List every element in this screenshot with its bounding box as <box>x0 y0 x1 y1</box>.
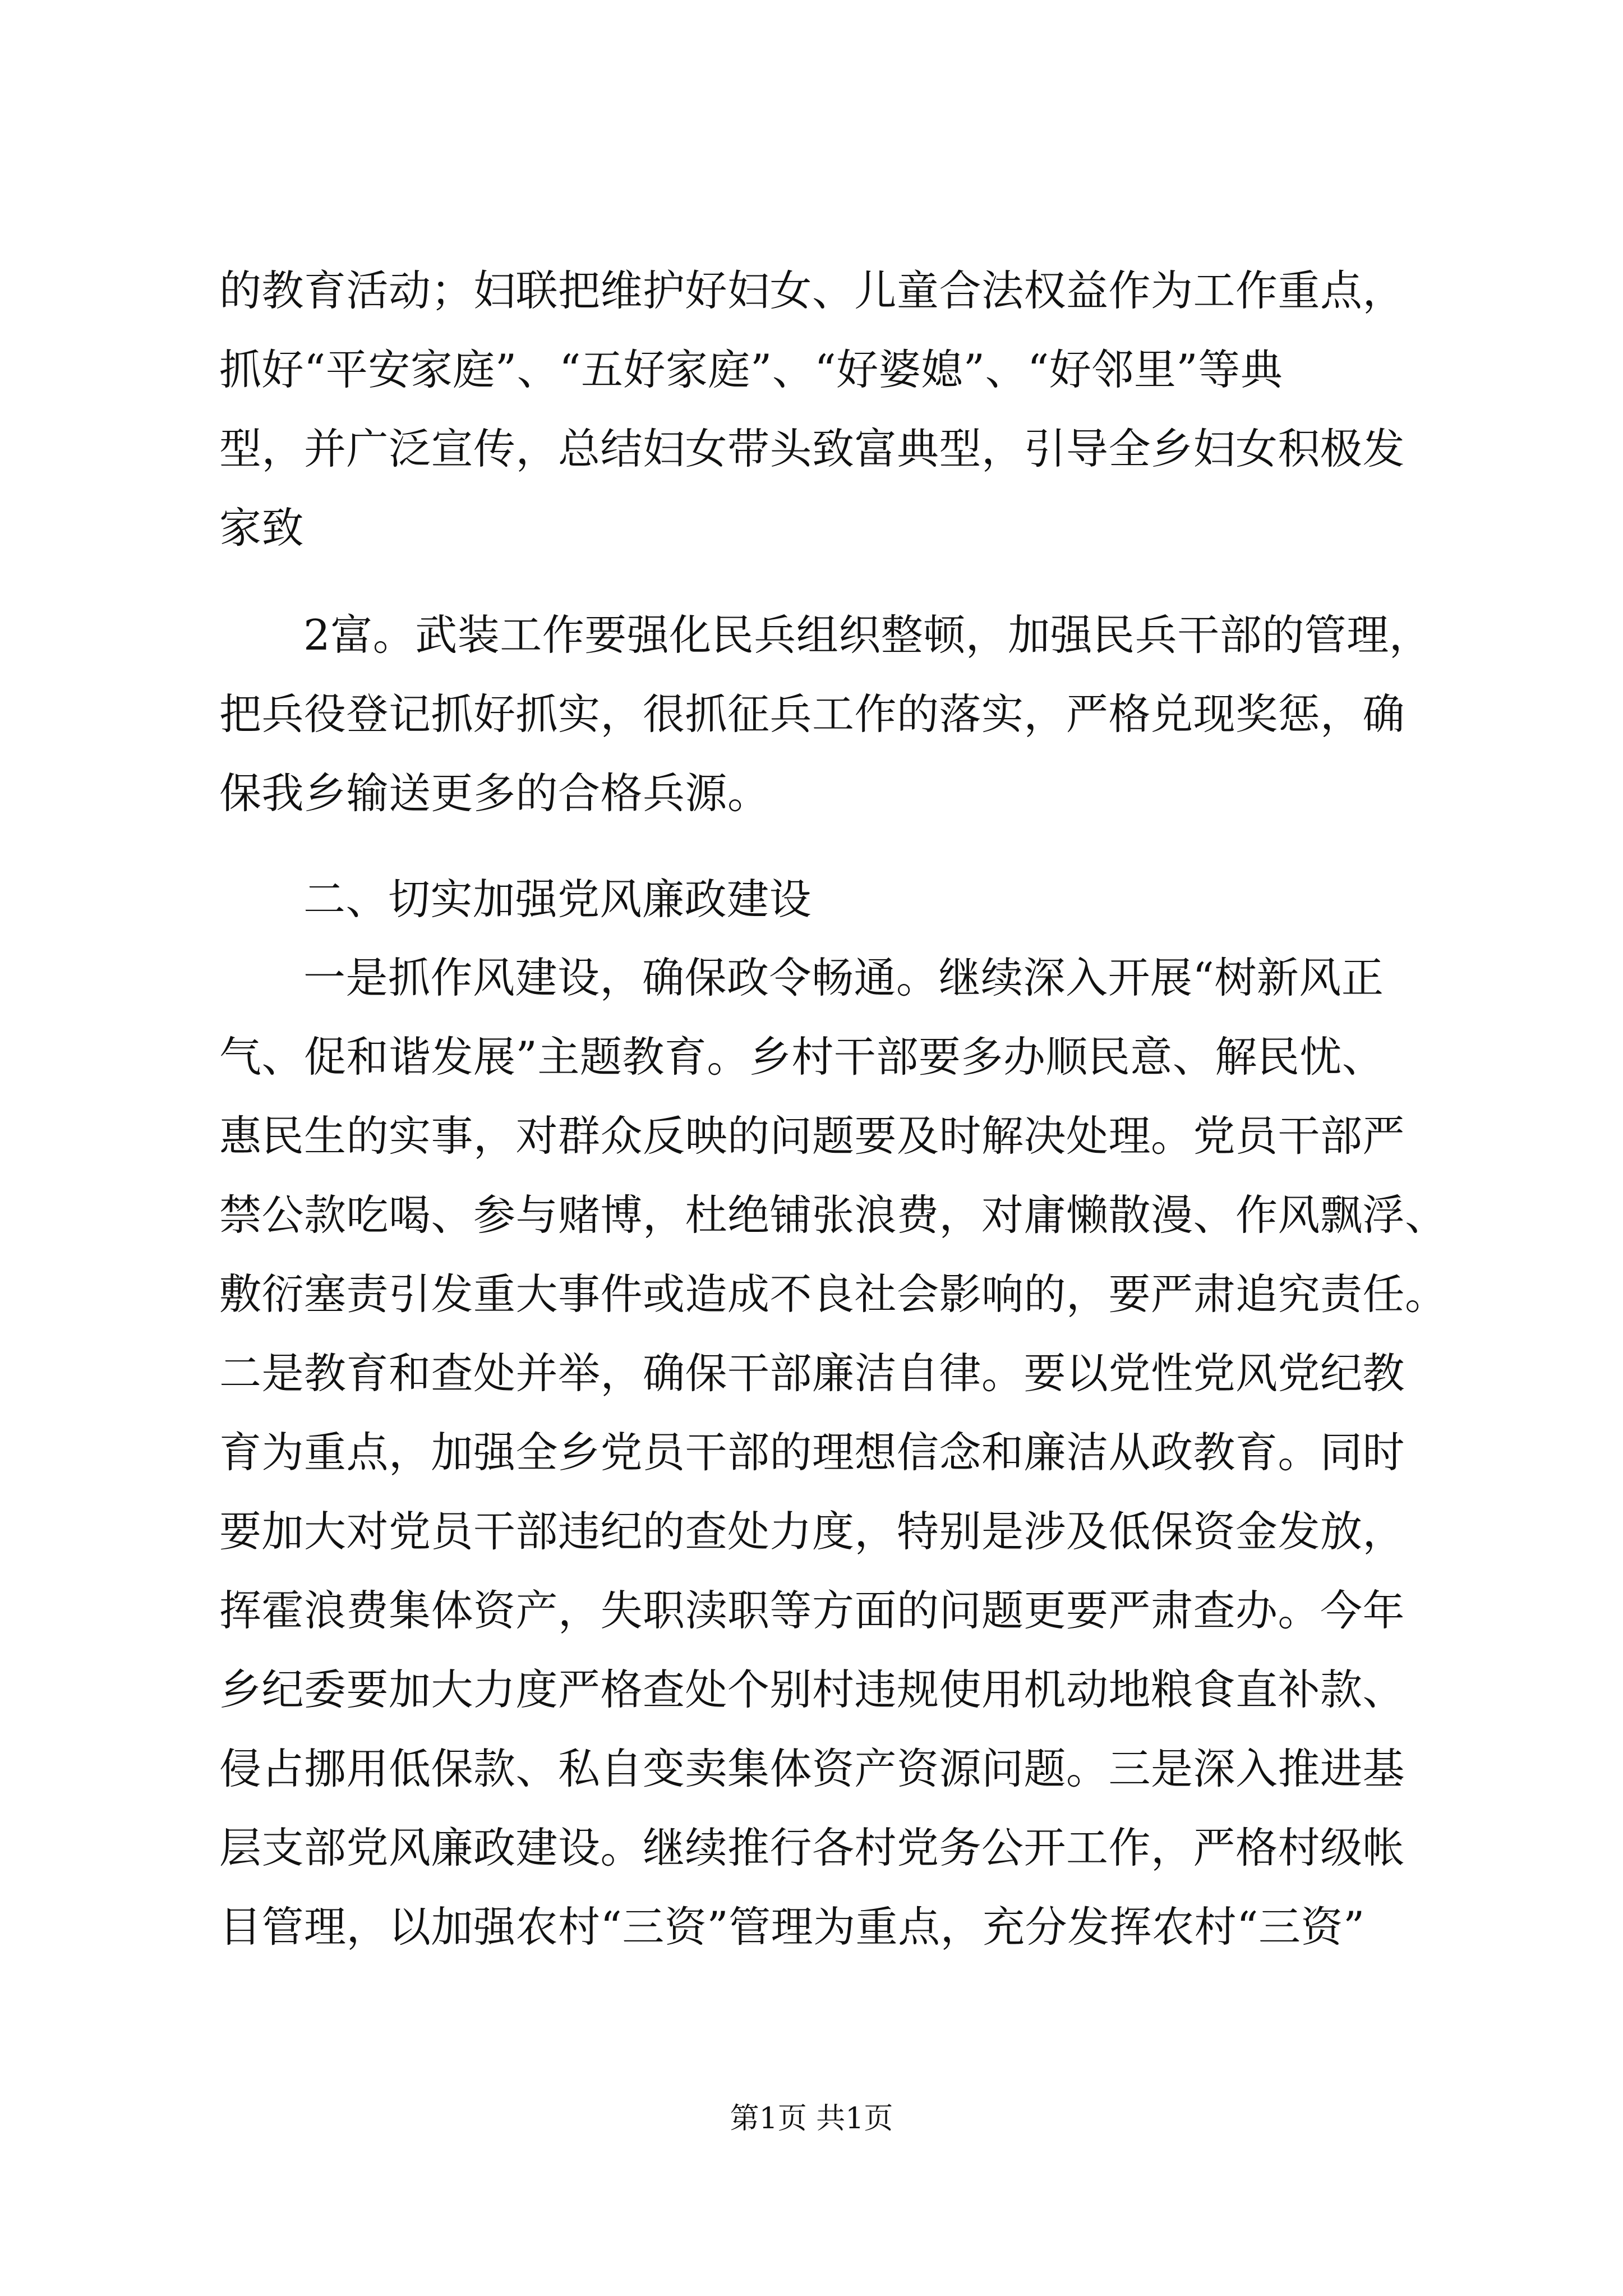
text-line: 侵占挪用低保款、私自变卖集体资产资源问题。三是深入推进基 <box>219 1744 1405 1793</box>
page-number-footer: 第1页 共1页 <box>730 2102 893 2136</box>
text-line: 气、促和谐发展”主题教育。乡村干部要多办顺民意、解民忧、 <box>219 1032 1385 1082</box>
text-line: 目管理，以加强农村“三资”管理为重点，充分发挥农村“三资” <box>219 1902 1365 1952</box>
text-line: 2富。武装工作要强化民兵组织整顿，加强民兵干部的管理， <box>303 610 1432 660</box>
text-line: 把兵役登记抓好抓实，很抓征兵工作的落实，严格兑现奖惩，确 <box>219 689 1405 739</box>
text-line: 抓好“平安家庭”、“五好家庭”、“好婆媳”、“好邻里”等典 <box>219 345 1283 394</box>
text-line: 保我乡输送更多的合格兵源。 <box>219 769 770 818</box>
text-line: 一是抓作风建设，确保政令畅通。继续深入开展“树新风正 <box>303 953 1384 1002</box>
text-line: 挥霍浪费集体资产，失职渎职等方面的问题更要严肃查办。今年 <box>219 1586 1405 1635</box>
text-line: 家致 <box>219 503 305 553</box>
text-line: 层支部党风廉政建设。继续推行各村党务公开工作，严格村级帐 <box>219 1823 1405 1872</box>
section-heading: 二、切实加强党风廉政建设 <box>303 875 812 924</box>
text-line: 禁公款吃喝、参与赌博，杜绝铺张浪费，对庸懒散漫、作风飘浮、 <box>219 1190 1447 1240</box>
text-line: 的教育活动；妇联把维护好妇女、儿童合法权益作为工作重点， <box>219 266 1405 315</box>
text-line: 要加大对党员干部违纪的查处力度，特别是涉及低保资金发放， <box>219 1507 1405 1556</box>
text-line: 型，并广泛宣传，总结妇女带头致富典型，引导全乡妇女积极发 <box>219 424 1405 473</box>
text-line: 育为重点，加强全乡党员干部的理想信念和廉洁从政教育。同时 <box>219 1428 1405 1477</box>
text-line: 乡纪委要加大力度严格查处个别村违规使用机动地粮食直补款、 <box>219 1665 1405 1714</box>
text-line: 惠民生的实事，对群众反映的问题要及时解决处理。党员干部严 <box>219 1111 1405 1161</box>
text-line: 二是教育和查处并举，确保干部廉洁自律。要以党性党风党纪教 <box>219 1349 1405 1398</box>
text-line: 敷衍塞责引发重大事件或造成不良社会影响的，要严肃追究责任。 <box>219 1269 1447 1319</box>
